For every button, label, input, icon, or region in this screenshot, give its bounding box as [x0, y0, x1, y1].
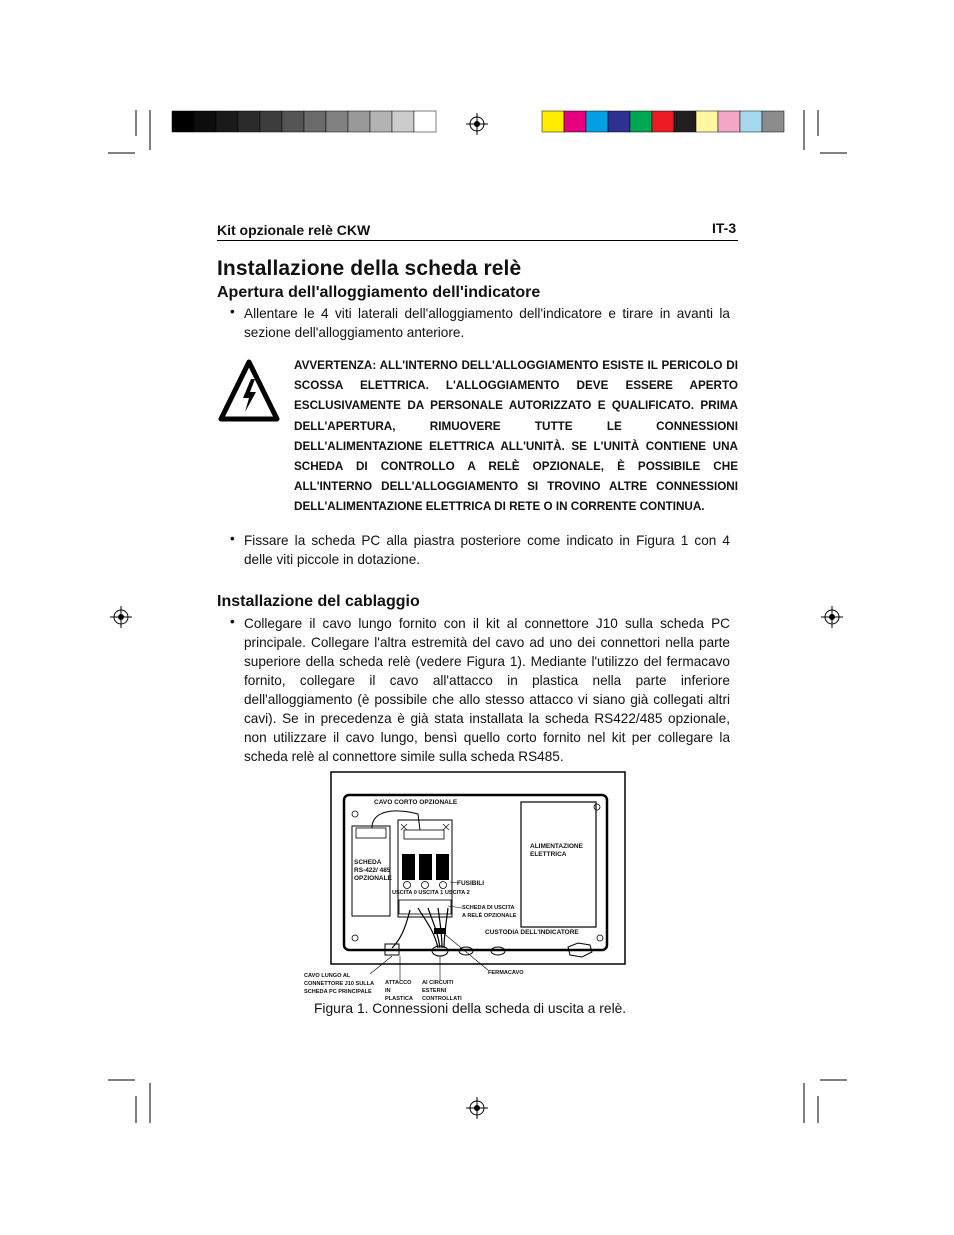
calibration-swatch [762, 111, 784, 132]
relay-icon [436, 854, 449, 880]
fuse-icon [404, 882, 411, 889]
bullet-marker: • [230, 304, 235, 319]
calibration-swatch [696, 111, 718, 132]
calibration-swatch [740, 111, 762, 132]
calibration-swatch [370, 111, 392, 132]
registration-mark-left [110, 606, 132, 628]
registration-mark-top [466, 113, 488, 135]
cable-tie-icon [434, 928, 446, 934]
calibration-swatch [392, 111, 414, 132]
calibration-swatch [564, 111, 586, 132]
subsection-title-wiring: Installazione del cablaggio [217, 593, 420, 610]
fuse-icon [440, 882, 447, 889]
calibration-swatch [172, 111, 194, 132]
calibration-swatch [238, 111, 260, 132]
calibration-swatch [282, 111, 304, 132]
bullet-connect-cable: Collegare il cavo lungo fornito con il kit al connettore J10 sulla scheda PC principale. Collegare l'altra estremità del cavo ad uno dei connettori nella parte superiore della scheda relè (vedere Figura 1). Mediante l'utilizzo del fermacavo fornito, collegare il cavo all'attacco in plastica nella parte inferiore dell'alloggiamento (è possibile che allo stesso attacco vi siano già collegati altri cavi). Se in precedenza è già stata installata la scheda RS422/485 opzionale, non utilizzare il cavo lungo, bensì quello corto fornito nel kit per collegare la scheda relè al connettore simile sulla scheda RS485. [244, 616, 730, 764]
calibration-swatch [414, 111, 436, 132]
label-plastic-anchor: ATTACCO IN PLASTICA [385, 980, 413, 1002]
label-short-cable: CAVO CORTO OPZIONALE [374, 799, 458, 806]
calibration-swatch [718, 111, 740, 132]
section-title: Installazione della scheda relè [217, 257, 522, 280]
screw-icon [597, 935, 603, 941]
calibration-swatch [630, 111, 652, 132]
calibration-swatch [652, 111, 674, 132]
page-number: IT-3 [712, 220, 737, 236]
registration-mark-bottom [466, 1097, 488, 1119]
label-indicator-housing: CUSTODIA DELL'INDICATORE [485, 929, 579, 936]
calibration-swatch [608, 111, 630, 132]
relay-icon [419, 854, 432, 880]
calibration-swatch [216, 111, 238, 132]
label-relay-output-board: SCHEDA DI USCITA A RELÈ OPZIONALE [462, 905, 517, 919]
bullet-loosen-screws: Allentare le 4 viti laterali dell'alloggiamento dell'indicatore e tirare in avanti la sezione dell'alloggiamento anteriore. [244, 306, 730, 340]
label-cable-tie: FERMACAVO [488, 970, 524, 976]
long-cable [392, 910, 410, 948]
relay-icon [402, 854, 415, 880]
subsection-title-housing: Apertura dell'alloggiamento dell'indicatore [217, 284, 541, 301]
calibration-swatch [586, 111, 608, 132]
calibration-swatch [304, 111, 326, 132]
electric-shock-warning: AVVERTENZA: ALL'INTERNO DELL'ALLOGGIAMENTO ESISTE IL PERICOLO DI SCOSSA ELETTRICA. L'ALLOGGIAMENTO DEVE ESSERE APERTO ESCLUSIVAMENTE DA PERSONALE AUTORIZZATO E QUALIFICATO. PRIMA DELL'APERTURA, RIMUOVERE TUTTE LE CONNESSIONI DELL'ALIMENTAZIONE ELETTRICA ALL'UNITÀ. SE L'UNITÀ CONTIENE UNA SCHEDA DI CONTROLLO A RELÈ OPZIONALE, È POSSIBILE CHE ALL'INTERNO DELL'ALLOGGIAMENTO SI TROVINO ALTRE CONNESSIONI DELL'ALIMENTAZIONE ELETTRICA DI RETE O IN CORRENTE CONTINUA. [294, 359, 738, 514]
calibration-swatch [674, 111, 696, 132]
screw-icon [352, 935, 358, 941]
calibration-swatch [348, 111, 370, 132]
fuse-icon [422, 882, 429, 889]
calibration-swatch [542, 111, 564, 132]
gray-calibration-bar [172, 111, 436, 132]
calibration-swatch [260, 111, 282, 132]
calibration-swatch [326, 111, 348, 132]
screw-icon [352, 811, 358, 817]
label-power-supply: ALIMENTAZIONE ELETTRICA [530, 843, 583, 858]
label-long-cable: CAVO LUNGO AL CONNETTORE J10 SULLA SCHEDA PC PRINCIPALE [304, 973, 374, 995]
label-fuses: FUSIBILI [457, 880, 485, 887]
figure-caption: Figura 1. Connessioni della scheda di uscita a relè. [314, 1001, 627, 1016]
bullet-marker: • [230, 531, 235, 546]
registration-mark-right [821, 606, 843, 628]
calibration-swatch [194, 111, 216, 132]
color-calibration-bar [542, 111, 784, 132]
power-supply-box [521, 802, 596, 927]
label-external-circuits: AI CIRCUITI ESTERNI CONTROLLATI [422, 980, 462, 1002]
output-terminal-block [399, 900, 451, 914]
label-outputs: USCITA 0 USCITA 1 USCITA 2 [392, 890, 470, 896]
header-rule [217, 240, 738, 241]
bullet-marker: • [230, 614, 235, 629]
electric-shock-warning-icon [218, 359, 280, 422]
bullet-fix-board: Fissare la scheda PC alla piastra posteriore come indicato in Figura 1 con 4 delle viti piccole in dotazione. [244, 533, 730, 567]
label-rs485-board: SCHEDA RS-422/ 485 OPZIONALE [354, 859, 392, 882]
running-header-title: Kit opzionale relè CKW [217, 222, 371, 238]
screw-icon [594, 804, 600, 810]
